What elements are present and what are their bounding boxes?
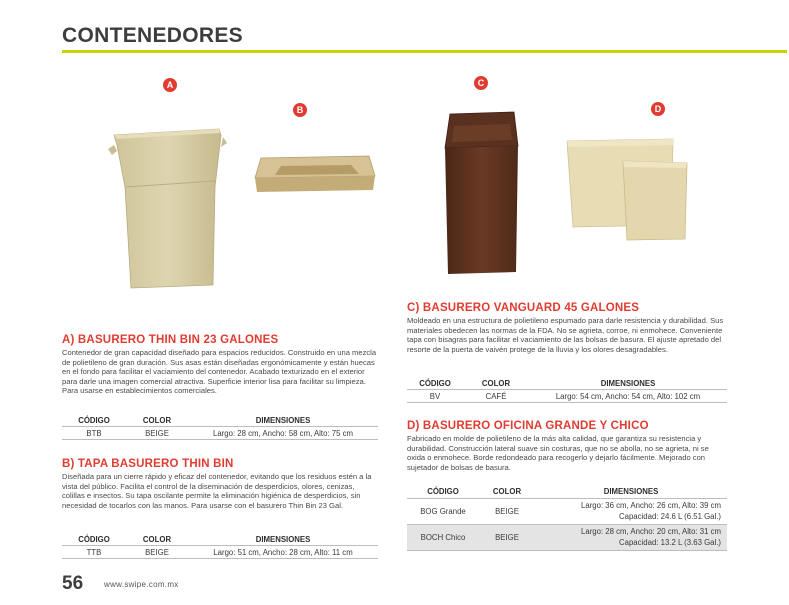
cell-code: TTB [86,547,102,557]
title-underline [62,50,787,53]
table-row [62,545,378,559]
product-c-title: C) BASURERO VANGUARD 45 GALONES [407,302,640,314]
product-a-spec-table [62,414,378,440]
badge-a: A [163,78,177,92]
product-a-title: A) BASURERO THIN BIN 23 GALONES [62,334,279,346]
product-c-description: Moldeado en una estructura de polietileno espumado para darle resistencia y durabilidad. Sus materiales obedecen las normas de la FDA. No se agrieta, corroe, ni enmohece. Conveniente tapa con bisagras para facilitar el vaciamiento de las bolsas de basura. El ajuste apretado del resorte de la puerta de vaivén protege de la lluvia y los olores desagradables. [407,316,724,354]
cell-dims [535,501,727,522]
cell-code: BOG Grande [420,507,466,516]
col-header-codigo: CÓDIGO [78,415,110,425]
col-header-dimensiones: DIMENSIONES [600,378,656,388]
thin-bin-image [103,125,228,290]
product-a-description: Contenedor de gran capacidad diseñado para espacios reducidos. Construido en una mezcla de polietileno de gran duración. Sus asas están diseñadas ergonómicamente y están huecas en el fondo para facilitar el vaciamiento del contenedor. Acabado texturizado en el exterior para darle una imagen comercial atractiva. Superficie interior lisa para facilitar su limpieza. Para usarse en establecimientos comerciales. [62,348,377,396]
cell-dims-capacity: Capacidad: 24.6 L (6.51 Gal.) [619,511,721,521]
col-header-codigo: CÓDIGO [419,378,451,388]
cell-code: BTB [86,428,102,438]
table-row [407,524,727,551]
cell-color: BEIGE [495,533,519,542]
page-title: CONTENEDORES [62,24,243,47]
col-header-color: COLOR [142,534,172,544]
col-header-color: COLOR [481,378,511,388]
col-header-dimensiones: DIMENSIONES [255,415,311,425]
product-d-title: D) BASURERO OFICINA GRANDE Y CHICO [407,420,649,432]
vanguard-bin-image [442,110,522,275]
col-header-dimensiones: DIMENSIONES [255,534,311,544]
product-c-spec-table [407,377,727,403]
website-link[interactable]: www.swipe.com.mx [104,580,179,589]
badge-d: D [651,102,665,116]
cell-code: BV [429,391,441,401]
product-d-spec-table [407,484,727,551]
col-header-color: COLOR [492,486,522,496]
cell-dims-capacity: Capacidad: 13.2 L (3.63 Gal.) [619,537,721,547]
cell-dims [535,527,727,548]
lid-image [251,150,376,200]
cell-color: BEIGE [145,428,169,438]
page-number: 56 [62,573,84,594]
cell-color: BEIGE [495,507,519,516]
cell-color: CAFÉ [485,391,507,401]
cell-dims-size: Largo: 36 cm, Ancho: 26 cm, Alto: 39 cm [581,501,721,510]
office-bins-image [565,137,690,242]
col-header-dimensiones: DIMENSIONES [603,486,659,496]
table-row [62,426,378,440]
badge-c: C [474,76,488,90]
cell-dims: Largo: 28 cm, Ancho: 58 cm, Alto: 75 cm [213,428,353,438]
cell-dims: Largo: 54 cm, Ancho: 54 cm, Alto: 102 cm [555,391,701,401]
col-header-codigo: CÓDIGO [427,486,459,496]
col-header-color: COLOR [142,415,172,425]
cell-code: BOCH Chico [420,533,466,542]
table-row [407,389,727,403]
badge-b: B [293,103,307,117]
col-header-codigo: CÓDIGO [78,534,110,544]
product-d-description: Fabricado en molde de polietileno de la más alta calidad, que garantiza su resistencia y durabilidad. Construcción lateral suave sin costuras, que no se abolla, no se agrieta, ni se oxida o enmohece. Borde redondeado para recogerlo y dejarlo fácilmente. Mejorado con sujetador de bolsas de basura. [407,434,709,472]
table-row [407,498,727,524]
product-b-description: Diseñada para un cierre rápido y eficaz del contenedor, evitando que los residuos estén a la vista del público. Facilita el control de la diseminación de desperdicios, olores, cenizas, colillas e insectos. Su tapa oscilante permite la eliminación higiénica de desperdicios, sin necesidad de tocarlos con las manos. Para usarse con el basurero Thin Bin 23 Gal. [62,472,372,510]
product-b-spec-table [62,533,378,559]
cell-dims: Largo: 51 cm, Ancho: 28 cm, Alto: 11 cm [213,547,353,557]
product-b-title: B) TAPA BASURERO THIN BIN [62,458,234,470]
cell-dims-size: Largo: 28 cm, Ancho: 20 cm, Alto: 31 cm [581,527,721,536]
cell-color: BEIGE [145,547,169,557]
